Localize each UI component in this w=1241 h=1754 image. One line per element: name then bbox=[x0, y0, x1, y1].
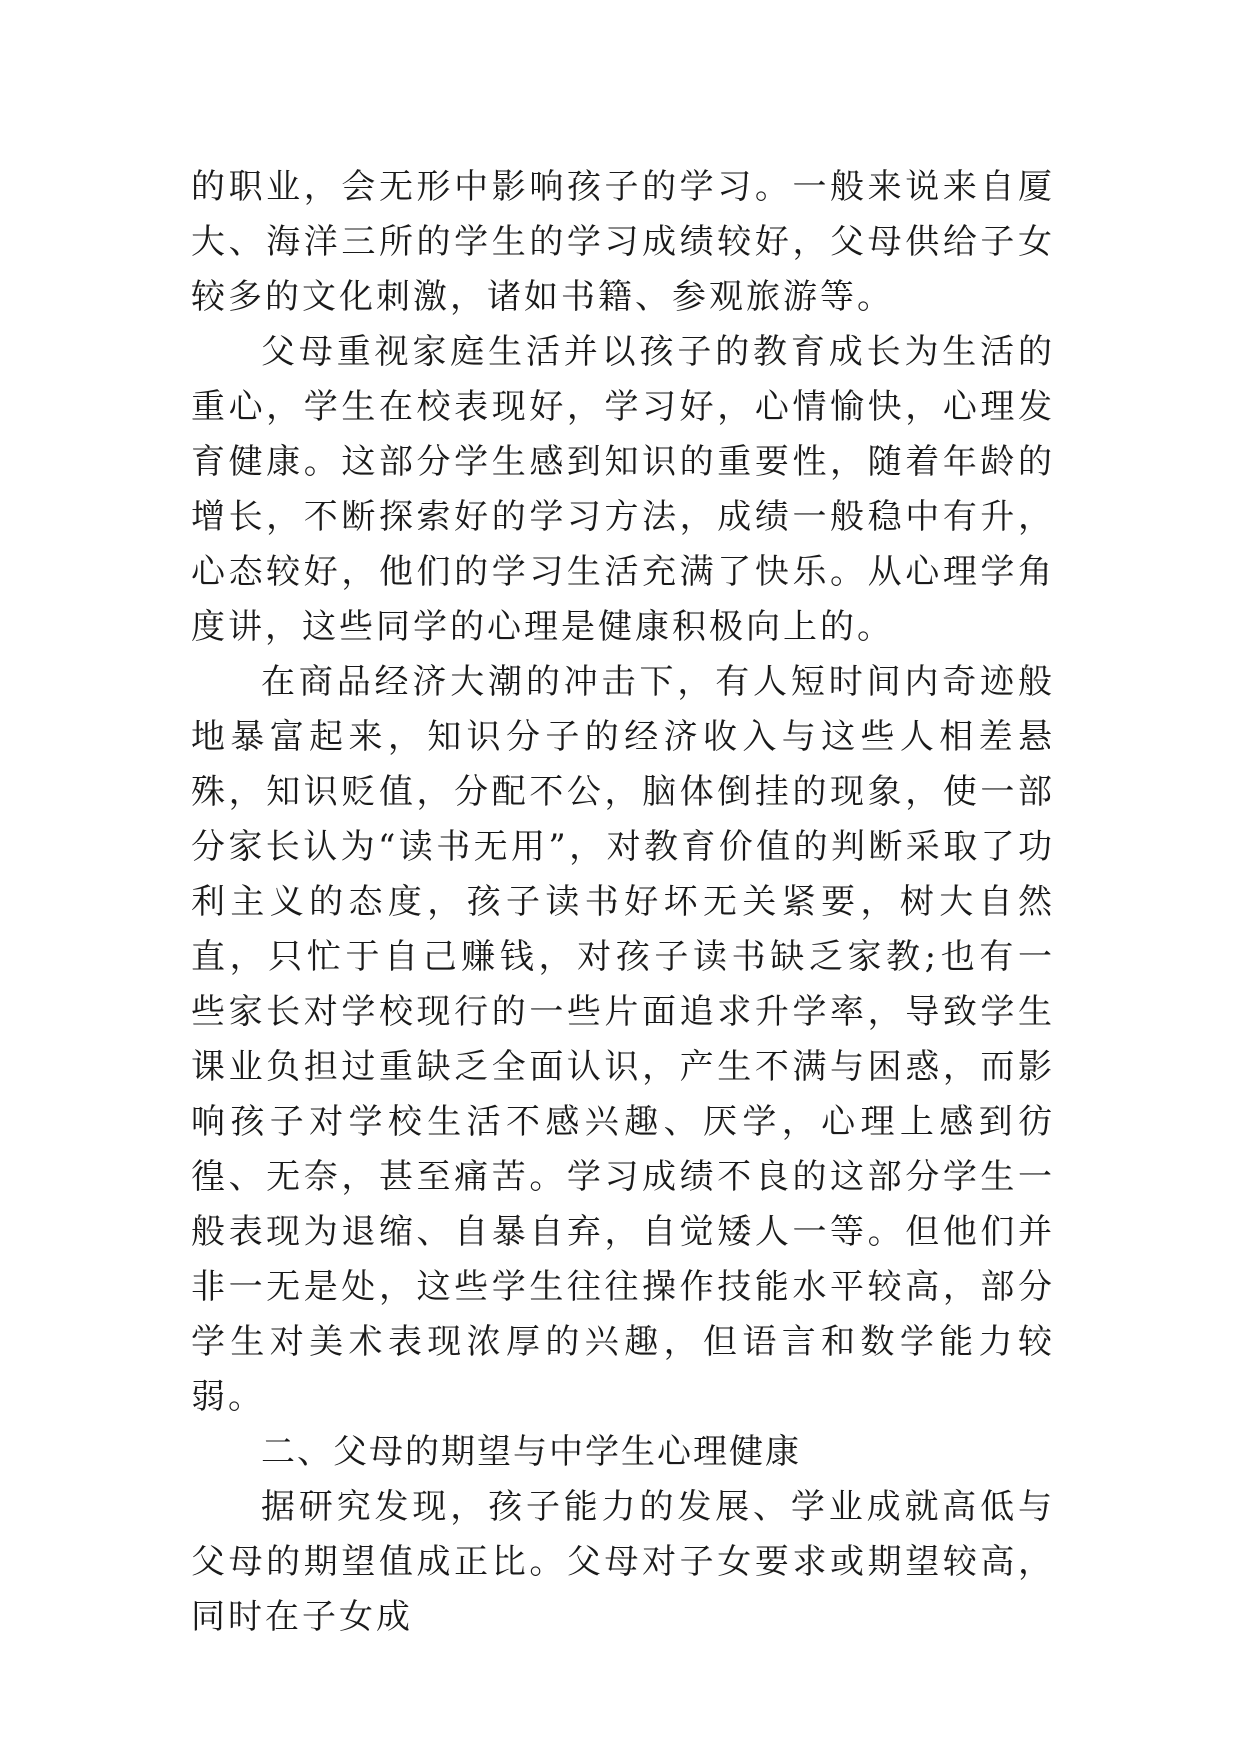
body-text bbox=[191, 160, 1055, 1645]
paragraph-expectations: 据研究发现，孩子能力的发展、学业成就高低与父母的期望值成正比。父母对子女要求或期望较高，同时在子女成 bbox=[191, 1487, 1055, 1637]
paragraph-commodity-economy: 在商品经济大潮的冲击下，有人短时间内奇迹般地暴富起来，知识分子的经济收入与这些人相差悬殊，知识贬值，分配不公，脑体倒挂的现象，使一部分家长认为“读书无用”，对教育价值的判断采取了功利主义的态度，孩子读书好坏无关紧要，树大自然直，只忙于自己赚钱，对孩子读书缺乏家教;也有一些家长对学校现行的一些片面追求升学率，导致学生课业负担过重缺乏全面认识，产生不满与困惑，而影响孩子对学校生活不感兴趣、厌学，心理上感到彷徨、无奈，甚至痛苦。学习成绩不良的这部分学生一般表现为退缩、自暴自弃，自觉矮人一等。但他们并非一无是处，这些学生往往操作技能水平较高，部分学生对美术表现浓厚的兴趣，但语言和数学能力较弱。 bbox=[191, 662, 1055, 1417]
section-heading: 二、父母的期望与中学生心理健康 bbox=[261, 1432, 801, 1472]
paragraph-continuation: 的职业，会无形中影响孩子的学习。一般来说来自厦大、海洋三所的学生的学习成绩较好，父母供给子女较多的文化刺激，诸如书籍、参观旅游等。 bbox=[191, 167, 1055, 317]
paragraph-family-focus: 父母重视家庭生活并以孩子的教育成长为生活的重心，学生在校表现好，学习好，心情愉快，心理发育健康。这部分学生感到知识的重要性，随着年龄的增长，不断探索好的学习方法，成绩一般稳中有升，心态较好，他们的学习生活充满了快乐。从心理学角度讲，这些同学的心理是健康积极向上的。 bbox=[191, 332, 1055, 647]
